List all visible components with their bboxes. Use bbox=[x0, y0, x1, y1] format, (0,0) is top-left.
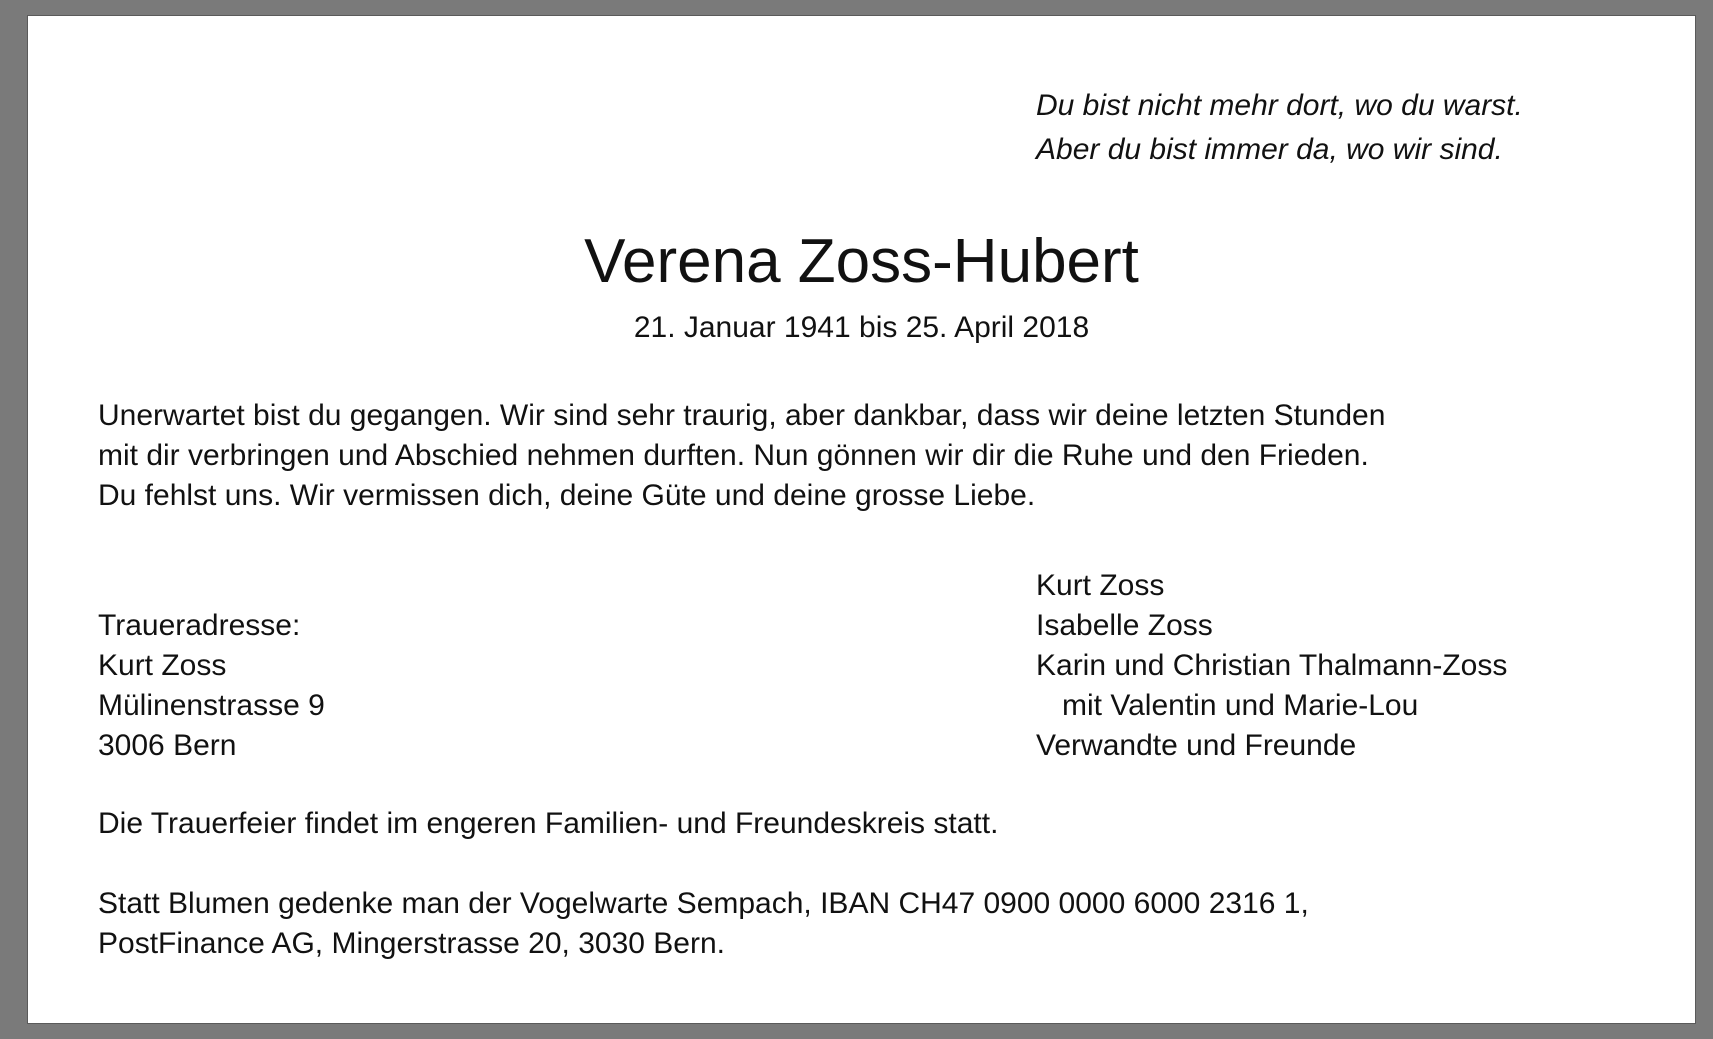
life-dates: 21. Januar 1941 bis 25. April 2018 bbox=[633, 311, 1090, 344]
deceased-name: Verena Zoss-Hubert bbox=[584, 227, 1139, 296]
family-relatives: Verwandte und Freunde bbox=[1036, 729, 1357, 762]
message-line-2: mit dir verbringen und Abschied nehmen durften. Nun gönnen wir dir die Ruhe und den Frieden. bbox=[98, 439, 1369, 472]
address-street: Mülinenstrasse 9 bbox=[98, 689, 325, 722]
mourning-address bbox=[98, 606, 325, 766]
address-city: 3006 Bern bbox=[98, 729, 237, 762]
message-line-3: Du fehlst uns. Wir vermissen dich, deine Güte und deine grosse Liebe. bbox=[98, 479, 1036, 512]
message-line-1: Unerwartet bist du gegangen. Wir sind sehr traurig, aber dankbar, dass wir deine letzten Stunden bbox=[98, 399, 1386, 432]
donation-line-1: Statt Blumen gedenke man der Vogelwarte Sempach, IBAN CH47 0900 0000 6000 2316 1, bbox=[98, 887, 1309, 920]
family-member: Kurt Zoss bbox=[1036, 569, 1165, 602]
address-name: Kurt Zoss bbox=[98, 649, 227, 682]
family-member: Isabelle Zoss bbox=[1036, 609, 1213, 642]
motto-line-2: Aber du bist immer da, wo wir sind. bbox=[1036, 133, 1503, 166]
donation-notice bbox=[98, 884, 1309, 964]
family-member-children: mit Valentin und Marie-Lou bbox=[1062, 689, 1419, 722]
donation-line-2: PostFinance AG, Mingerstrasse 20, 3030 Bern. bbox=[98, 927, 725, 960]
ceremony-notice: Die Trauerfeier findet im engeren Familien- und Freundeskreis statt. bbox=[98, 807, 999, 840]
motto-line-1: Du bist nicht mehr dort, wo du warst. bbox=[1036, 89, 1523, 122]
family-list bbox=[1036, 566, 1507, 766]
address-label: Traueradresse: bbox=[98, 609, 301, 642]
farewell-message bbox=[98, 396, 1385, 516]
obituary-page bbox=[28, 16, 1695, 1023]
family-member: Karin und Christian Thalmann-Zoss bbox=[1036, 649, 1508, 682]
motto-quote bbox=[1036, 84, 1523, 172]
